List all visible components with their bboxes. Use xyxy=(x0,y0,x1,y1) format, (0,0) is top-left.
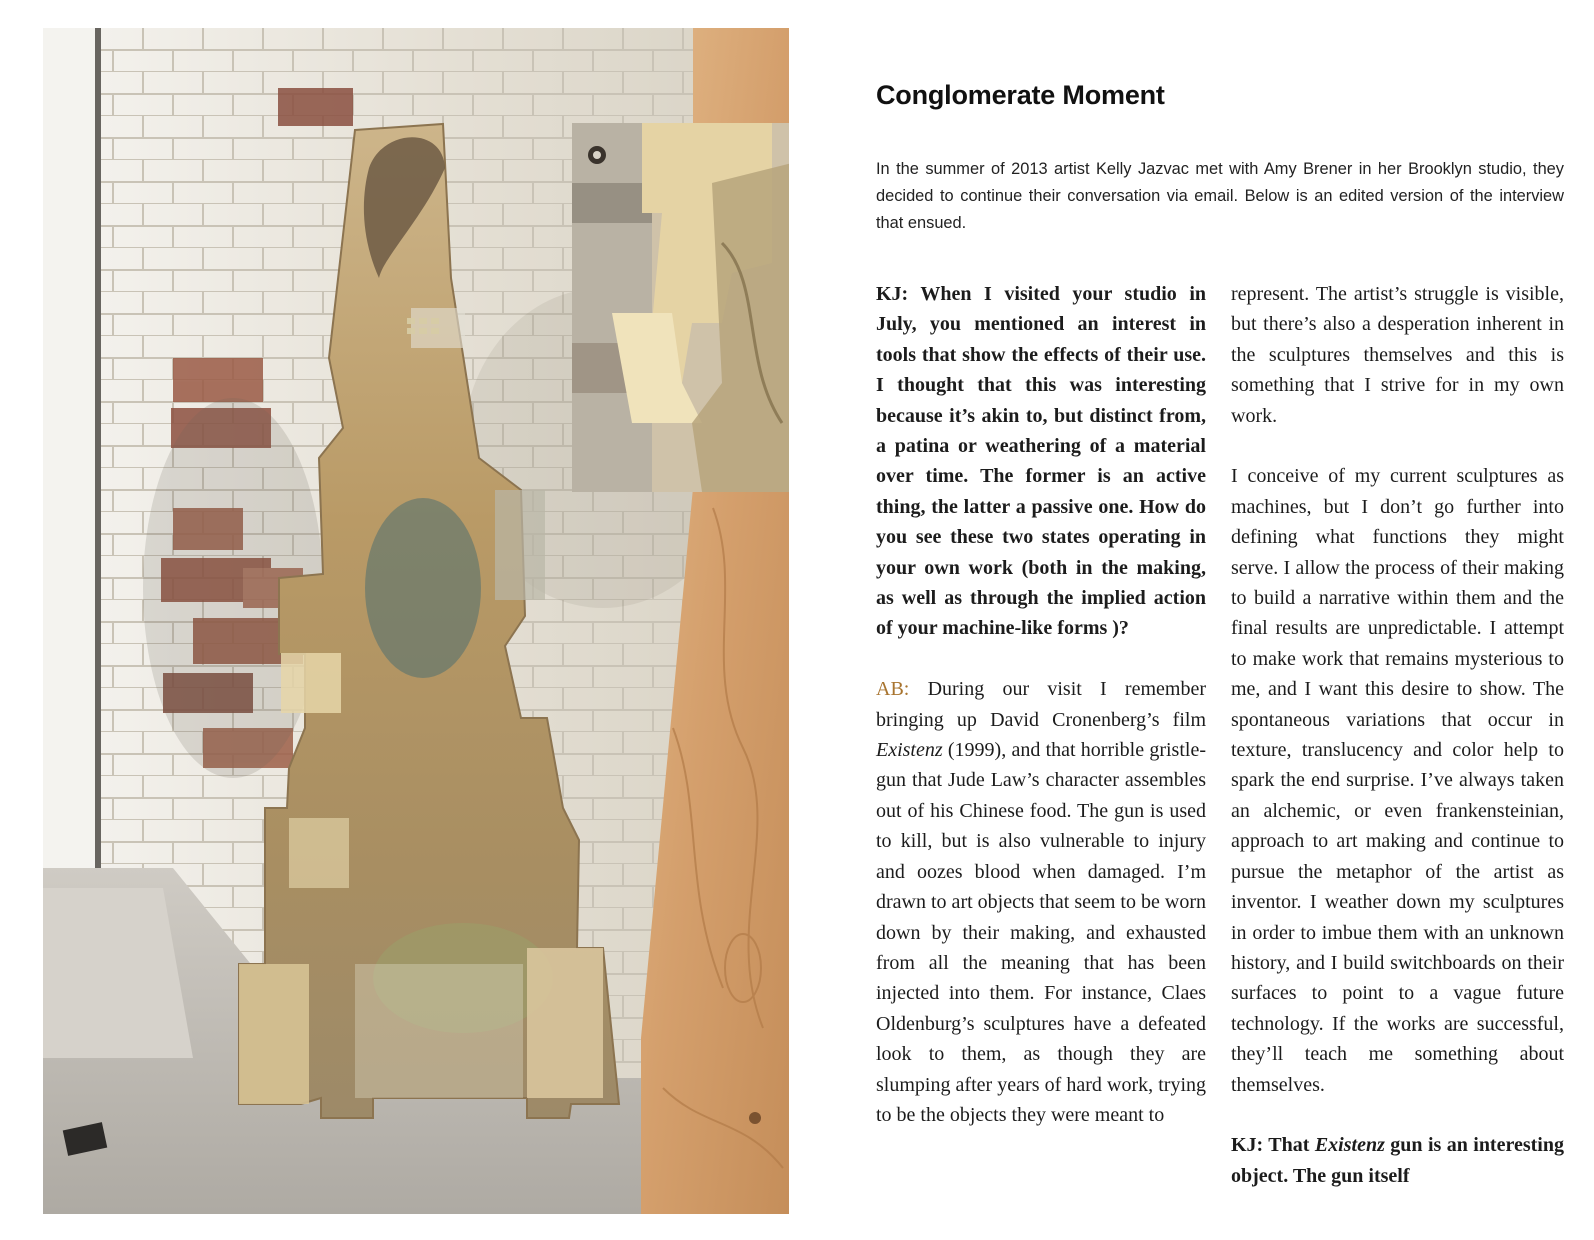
artist-answer-1 xyxy=(876,674,1206,1130)
answer-1-continuation: represent. The artist’s struggle is visible, but there’s also a desperation inherent in the sculptures themselves and this is something that I strive for in my own work. xyxy=(1231,283,1564,427)
detail-inset-photograph xyxy=(572,123,789,492)
interviewer-question-2 xyxy=(1231,1130,1564,1191)
right-text-column xyxy=(1231,279,1564,1191)
question-2-text-b: gun is an interesting object. The gun itself xyxy=(1231,1134,1564,1187)
sculpture-photograph xyxy=(43,28,789,1214)
question-2-text-a: KJ: That xyxy=(1231,1134,1315,1157)
answer-1-text-b: (1999), and that horrible gristle-gun that Jude Law’s character assembles out of his Chinese food. The gun is used to kill, but is also vulnerable to injury and oozes blood when damaged. I’m drawn to art objects that seem to be worn down by their making, and exhausted from all the meaning that has been injected into them. For instance, Claes Oldenburg’s sculptures have a defeated look to them, as though they are slumping after years of hard work, trying to be the objects they were meant to xyxy=(876,739,1206,1126)
artist-answer-2: I conceive of my current sculptures as machines, but I don’t go further into defining what functions they might serve. I allow the process of their making to build a narrative within them and the final results are unpredictable. I attempt to make work that remains mysterious to me, and I want this desire to show. The spontaneous variations that occur in texture, translucency and color help to spark the end surprise. I’ve always taken an alchemic, or even frankensteinian, approach to art making and continue to pursue the metaphor of the artist as inventor. I weather down my sculptures in order to imbue them with an unknown history, and I build switchboards on their surfaces to point to a vague future technology. If the works are successful, they’ll teach me something about themselves. xyxy=(1231,465,1564,1096)
left-text-column xyxy=(876,279,1206,1130)
interviewer-question-1: KJ: When I visited your studio in July, you mentioned an interest in tools that show the effects of their use. I thought that this was interesting because it’s akin to, but distinct from, a patina or weathering of a material over time. The former is an active thing, the latter a passive one. How do you see these two states operating in your own work (both in the making, as well as through the implied action of your machine-like forms )? xyxy=(876,283,1206,640)
question-2-film-title: Existenz xyxy=(1314,1134,1385,1157)
answer-speaker-label: AB: xyxy=(876,678,910,701)
article-intro: In the summer of 2013 artist Kelly Jazvac met with Amy Brener in her Brooklyn studio, they decided to continue their conversation via email. Below is an edited version of the interview that ensued. xyxy=(876,160,1564,232)
film-title: Existenz xyxy=(876,739,943,762)
article-title: Conglomerate Moment xyxy=(876,80,1165,110)
answer-1-text-a: During our visit I remember bringing up David Cronenberg’s film xyxy=(876,678,1206,731)
